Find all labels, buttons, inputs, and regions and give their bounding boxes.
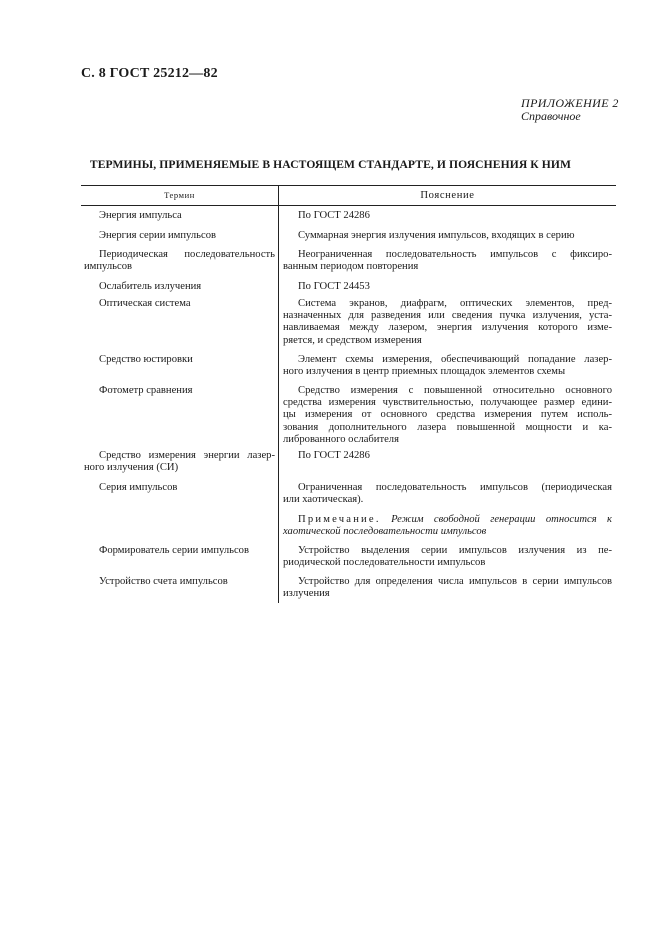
term-line: Средство измерения энергии лазер- — [99, 450, 275, 461]
explanation-cell — [283, 230, 612, 242]
explanation-line: либрованного ослабителя — [283, 433, 399, 445]
term-line: Устройство счета импульсов — [99, 576, 228, 587]
explanation-cell — [283, 281, 612, 293]
explanation-cell — [283, 576, 612, 600]
term-line: Формирователь серии импульсов — [99, 545, 249, 556]
explanation-line: назначенных для разведения или сведения пучка излучения, уста- — [283, 310, 612, 322]
table-header-rule — [81, 205, 616, 206]
term-cell — [84, 545, 275, 557]
explanation-line: Устройство выделения серии импульсов излучения из пе- — [298, 545, 612, 556]
note-cell — [283, 514, 612, 538]
appendix-kind: Справочное — [521, 109, 581, 123]
explanation-line: По ГОСТ 24453 — [298, 281, 370, 292]
explanation-cell — [283, 482, 612, 506]
explanation-line: излучения — [283, 588, 330, 600]
term-cell — [84, 385, 275, 397]
explanation-cell — [283, 354, 612, 378]
page-header: С. 8 ГОСТ 25212—82 — [81, 66, 218, 81]
term-cell — [84, 249, 275, 273]
table-column-divider — [278, 185, 279, 603]
term-line: Ослабитель излучения — [99, 281, 202, 292]
document-title: ТЕРМИНЫ, ПРИМЕНЯЕМЫЕ В НАСТОЯЩЕМ СТАНДАРТЕ, И ПОЯСНЕНИЯ К НИМ — [89, 158, 572, 171]
explanation-line: ряется, и средством измерения — [283, 334, 422, 346]
explanation-cell — [283, 298, 612, 347]
column-header-terms: Термин — [164, 190, 195, 200]
explanation-line: цы измерения от основного средства измерения путем исполь- — [283, 409, 612, 421]
term-line: Фотометр сравнения — [99, 385, 193, 396]
term-cell — [84, 230, 275, 242]
explanation-cell — [283, 545, 612, 569]
term-cell — [84, 354, 275, 366]
explanation-line: Ограниченная последовательность импульсов (периодическая — [298, 482, 612, 493]
explanation-cell — [283, 385, 612, 446]
term-line: Средство юстировки — [99, 354, 193, 365]
term-cell — [84, 450, 275, 474]
explanation-cell — [283, 450, 612, 462]
note-line — [283, 514, 612, 526]
explanation-line: зования дополнительного лазера повышенной мощности и ка- — [283, 421, 612, 433]
note-line: хаотической последовательности импульсов — [283, 526, 487, 538]
explanation-line: или хаотическая). — [283, 494, 364, 506]
term-cell — [84, 576, 275, 588]
term-cell — [84, 281, 275, 293]
appendix-number: ПРИЛОЖЕНИЕ 2 — [521, 96, 619, 110]
explanation-line: риодической последовательности импульсов — [283, 557, 486, 569]
column-header-explanation: Пояснение — [420, 190, 475, 201]
explanation-line: Элемент схемы измерения, обеспечивающий попадание лазер- — [298, 354, 612, 365]
term-line: Серия импульсов — [99, 482, 178, 493]
explanation-line: Система экранов, диафрагм, оптических элементов, пред- — [298, 298, 612, 309]
explanation-line: По ГОСТ 24286 — [298, 210, 370, 221]
table-top-rule — [81, 185, 616, 186]
explanation-line: средства измерения чувствительностью, получающее размер едини- — [283, 397, 612, 409]
explanation-line: По ГОСТ 24286 — [298, 450, 370, 461]
explanation-cell — [283, 249, 612, 273]
term-line: Оптическая система — [99, 298, 191, 309]
term-cell — [84, 482, 275, 494]
explanation-line: Суммарная энергия излучения импульсов, входящих в серию — [298, 230, 575, 241]
explanation-line: навливаемая между лазером, энергия излучения которого изме- — [283, 322, 612, 334]
note-text: Режим свободной генерации относится к — [391, 514, 612, 525]
term-cell — [84, 210, 275, 222]
explanation-cell — [283, 210, 612, 222]
term-line: Энергия серии импульсов — [99, 230, 217, 241]
term-line: Энергия импульса — [99, 210, 182, 221]
term-cell — [84, 298, 275, 310]
note-label: Примечание. — [298, 514, 381, 525]
explanation-line: Средство измерения с повышенной относительно основного — [298, 385, 612, 396]
explanation-line: Неограниченная последовательность импульсов с фиксиро- — [298, 249, 612, 260]
appendix-label — [521, 97, 619, 123]
term-line: Периодическая последовательность — [99, 249, 275, 260]
term-line: ного излучения (СИ) — [84, 462, 179, 474]
explanation-line: Устройство для определения числа импульсов в серии импульсов — [298, 576, 612, 587]
explanation-line: ного излучения в центр приемных площадок элементов схемы — [283, 366, 566, 378]
term-line: импульсов — [84, 261, 132, 273]
explanation-line: ванным периодом повторения — [283, 261, 419, 273]
